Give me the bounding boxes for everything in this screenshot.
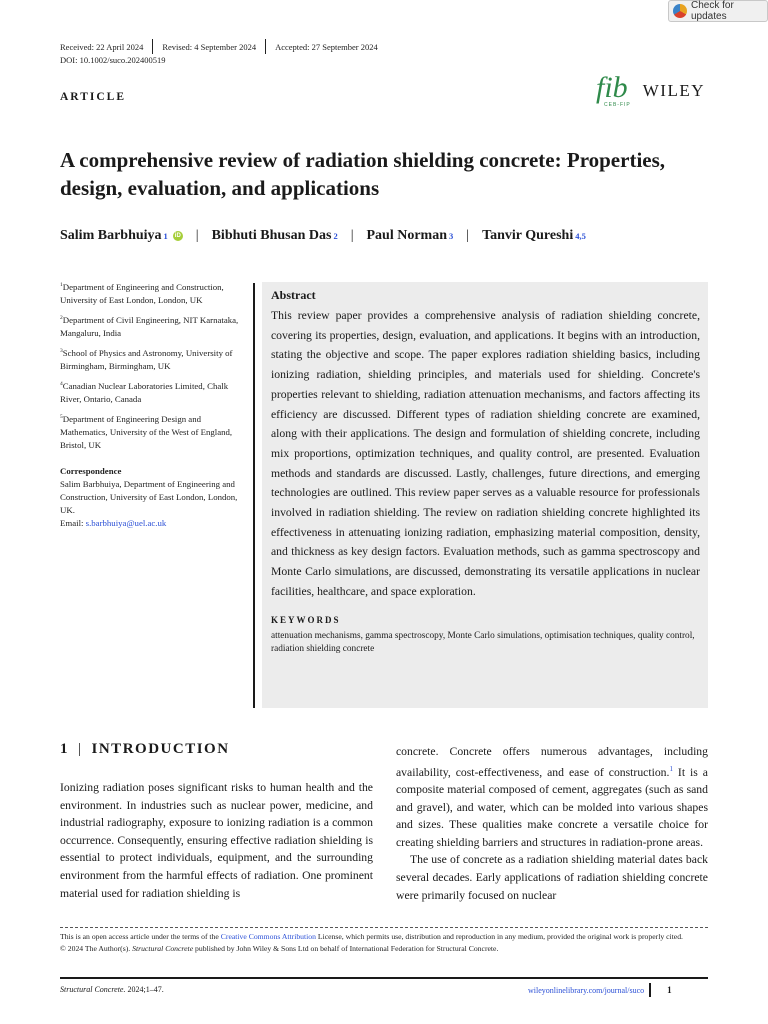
author-separator: | bbox=[466, 228, 470, 243]
check-for-updates-label: Check for updates bbox=[691, 0, 734, 22]
meta-divider bbox=[152, 39, 153, 54]
meta-divider bbox=[265, 39, 266, 54]
license-link[interactable]: Creative Commons Attribution bbox=[220, 932, 316, 941]
section-separator: | bbox=[78, 741, 83, 757]
footer-divider bbox=[60, 977, 708, 979]
author-separator: | bbox=[350, 228, 354, 243]
author-name[interactable]: Paul Norman bbox=[366, 228, 447, 243]
author-name[interactable]: Bibhuti Bhusan Das bbox=[211, 228, 332, 243]
keywords-text: attenuation mechanisms, gamma spectroscopy, Monte Carlo simulations, optimisation techniques, quality control, radiation shielding concrete bbox=[271, 630, 695, 654]
keywords-heading: KEYWORDS bbox=[271, 614, 341, 625]
affiliations-column bbox=[60, 279, 244, 530]
correspondence-text: Salim Barbhuiya, Department of Engineering and Construction, University of East London, London, UK. bbox=[60, 478, 238, 515]
check-for-updates-button[interactable] bbox=[668, 0, 768, 22]
author-affiliation-ref[interactable]: 3 bbox=[449, 231, 454, 241]
doi: DOI: 10.1002/suco.202400519 bbox=[60, 55, 166, 65]
affiliation-item: $^3$School of Physics and Astronomy, University of Birmingham, Birmingham, UK bbox=[60, 347, 233, 371]
affiliation-item: $^1$Department of Engineering and Construction, University of East London, London, UK bbox=[60, 281, 224, 305]
affiliation-item: $^5$Department of Engineering Design and Mathematics, University of the West of England, Bristol, UK bbox=[60, 413, 233, 450]
body-paragraph: The use of concrete as a radiation shielding material dates back several decades. Early applications of radiation shielding concrete were primarily focused on nuclear bbox=[396, 853, 708, 902]
author-list bbox=[60, 228, 586, 244]
footnote-divider bbox=[60, 927, 708, 928]
affiliation-item: $^2$Department of Civil Engineering, NIT Karnataka, Mangaluru, India bbox=[60, 314, 239, 338]
crossmark-icon bbox=[673, 4, 687, 18]
correspondence-email: Email: s.barbhuiya@uel.ac.uk bbox=[60, 517, 167, 528]
page-number: 1 bbox=[667, 985, 672, 995]
author-name[interactable]: Tanvir Qureshi bbox=[482, 228, 574, 243]
fib-logo-subtext: CEB-FIP bbox=[604, 102, 631, 108]
article-type-label: ARTICLE bbox=[60, 91, 126, 103]
footer-right bbox=[528, 983, 672, 997]
author-name[interactable]: Salim Barbhuiya bbox=[60, 228, 162, 243]
copyright-text: © 2024 The Author(s). Structural Concrete published by John Wiley & Sons Ltd on behalf of International Federation for Structural Concrete. bbox=[60, 944, 499, 953]
body-column-right bbox=[396, 743, 708, 904]
introduction-heading bbox=[60, 741, 230, 758]
section-title: INTRODUCTION bbox=[91, 741, 230, 757]
fib-logo-text: fib bbox=[596, 71, 628, 104]
author-affiliation-ref[interactable]: 1 bbox=[163, 231, 168, 241]
fib-logo bbox=[596, 71, 631, 108]
citation-ref[interactable]: 1 bbox=[669, 764, 673, 773]
license-footnote bbox=[60, 931, 710, 955]
body-column-left bbox=[60, 779, 373, 902]
footer-citation: Structural Concrete. 2024;1–47. bbox=[60, 985, 164, 994]
correspondence-heading: Correspondence bbox=[60, 465, 122, 476]
orcid-icon[interactable]: iD bbox=[174, 233, 181, 239]
abstract-box bbox=[262, 282, 708, 708]
license-text: This is an open access article under the terms of the Creative Commons Attribution License, which permits use, distribution and reproduction in any medium, provided the original work is properly cited. bbox=[60, 932, 683, 941]
affiliation-item: $^4$Canadian Nuclear Laboratories Limited, Chalk River, Ontario, Canada bbox=[60, 380, 229, 404]
abstract-text: This review paper provides a comprehensive analysis of radiation shielding concrete, covering its properties, design, evaluation, and applications. It begins with an introduction, stating the objective and scope. The paper explores radiation shielding basics, including ionizing radiation, shielding principles, and materials used for shielding. Concrete's properties relevant to shielding, radiation attenuation mechanisms, and factors affecting its efficiency are discussed. Different types of radiation shielding concrete are examined, along with their applications. The design and formulation of shielding concrete, including mix proportions, optimization techniques, and quality control, are presented. Evaluation methods and standards are discussed. Lastly, challenges, future directions, and emerging technologies are outlined. This review paper serves as a valuable resource for professionals involved in radiation shielding. The review on radiation shielding concrete highlighted its effectiveness in attenuating ionizing radiation, emphasizing material composition, density, and thickness as key design factors. Evaluation methods, such as gamma spectroscopy and Monte Carlo simulations, are discussed, demonstrating its versatile applications in nuclear facilities, healthcare, and space exploration. bbox=[271, 309, 700, 598]
publisher-logos bbox=[596, 71, 705, 108]
body-paragraph: concrete. Concrete offers numerous advantages, including availability, cost-effectiveness, and ease of construction.$^1$ It is a composite material composed of cement, aggregates (such as sand and gravel), and water, which can be molded into various shapes and sizes. These qualities make concrete a versatile choice for creating shielding barriers and structures in radiation-prone areas. bbox=[396, 745, 708, 849]
column-divider bbox=[253, 283, 255, 708]
revised-date: Revised: 4 September 2024 bbox=[162, 41, 257, 52]
abstract-heading: Abstract bbox=[271, 288, 316, 302]
accepted-date: Accepted: 27 September 2024 bbox=[275, 41, 378, 52]
email-link[interactable]: s.barbhuiya@uel.ac.uk bbox=[85, 517, 167, 528]
article-title: A comprehensive review of radiation shielding concrete: Properties, design, evaluation, and applications bbox=[60, 148, 666, 200]
author-separator: | bbox=[195, 228, 199, 243]
section-number: 1 bbox=[60, 741, 69, 757]
journal-url-link[interactable]: wileyonlinelibrary.com/journal/suco bbox=[528, 985, 645, 995]
body-paragraph: Ionizing radiation poses significant risks to human health and the environment. In industries such as nuclear power, medicine, and industrial radiography, exposure to ionizing radiation is a common occurrence. Consequently, ensuring effective radiation shielding is essential to protect individuals, equipment, and the surrounding environment from the harmful effects of radiation. One prominent material used for radiation shielding is bbox=[60, 781, 373, 900]
wiley-logo: WILEY bbox=[642, 81, 705, 100]
article-history bbox=[60, 39, 378, 54]
author-affiliation-ref[interactable]: 2 bbox=[333, 231, 338, 241]
received-date: Received: 22 April 2024 bbox=[60, 41, 144, 52]
author-affiliation-ref[interactable]: 4,5 bbox=[575, 231, 586, 241]
footer-bar bbox=[649, 983, 651, 997]
